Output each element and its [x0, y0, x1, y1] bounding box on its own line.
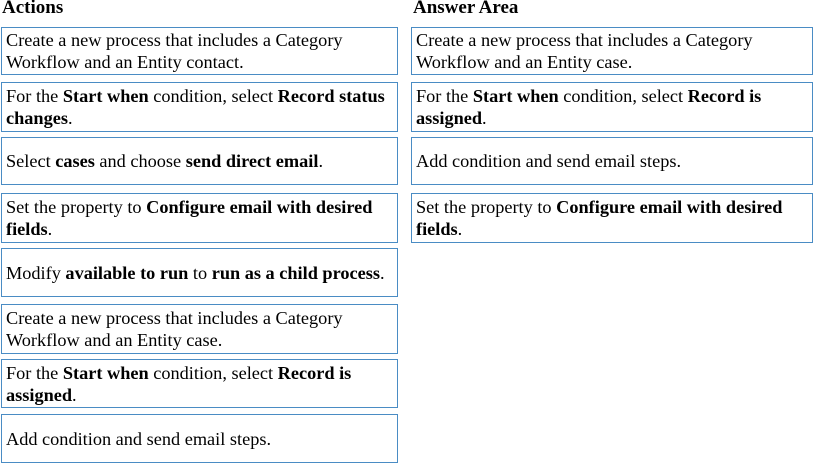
- text-run: Modify: [6, 262, 66, 283]
- text-run: Create a new process that includes a Category Workflow and an Entity case.: [416, 30, 753, 72]
- bold-run: available to run: [65, 262, 189, 283]
- action-item-1[interactable]: [1, 27, 398, 75]
- action-item-7[interactable]: [1, 359, 398, 408]
- text-run: Add condition and send email steps.: [6, 428, 272, 449]
- text-run: condition, select: [148, 362, 278, 383]
- answer-item-2[interactable]: [411, 82, 813, 132]
- text-run: .: [72, 384, 77, 405]
- actions-heading: Actions: [2, 0, 64, 18]
- bold-run: Configure email with desired fields: [6, 197, 373, 239]
- answer-item-text: [416, 150, 681, 172]
- action-item-text: [6, 307, 393, 351]
- action-item-text: [6, 428, 271, 450]
- answer-item-text: [416, 85, 808, 129]
- action-item-5[interactable]: [1, 248, 398, 297]
- text-run: Set the property to: [416, 197, 557, 217]
- bold-run: Record status changes: [6, 86, 385, 128]
- action-item-8[interactable]: [1, 414, 398, 463]
- bold-run: Start when: [472, 86, 559, 106]
- bold-run: Record is assigned: [416, 86, 762, 128]
- bold-run: Configure email with desired fields: [416, 197, 783, 239]
- answer-item-4[interactable]: [411, 193, 813, 243]
- answer-item-text: [416, 196, 808, 240]
- action-item-text: [6, 196, 393, 240]
- bold-run: Start when: [62, 362, 149, 383]
- text-run: .: [47, 219, 53, 239]
- answer-area-heading: Answer Area: [413, 0, 519, 18]
- text-run: condition, select: [558, 86, 688, 106]
- bold-run: Record is assigned: [6, 362, 352, 405]
- text-run: Create a new process that includes a Category Workflow and an Entity contact.: [6, 30, 343, 72]
- answer-item-text: [416, 29, 808, 73]
- action-item-text: [6, 150, 323, 172]
- text-run: .: [67, 108, 73, 128]
- text-run: and choose: [94, 151, 186, 171]
- text-run: For the: [6, 86, 63, 106]
- text-run: Select: [6, 151, 56, 171]
- text-run: Add condition and send email steps.: [416, 151, 682, 171]
- text-run: For the: [6, 362, 63, 383]
- text-run: condition, select: [148, 86, 278, 106]
- bold-run: send direct email: [185, 151, 319, 171]
- text-run: .: [379, 262, 385, 283]
- bold-run: Start when: [62, 86, 149, 106]
- text-run: .: [318, 151, 324, 171]
- text-run: For the: [416, 86, 473, 106]
- action-item-2[interactable]: [1, 82, 398, 132]
- text-run: Create a new process that includes a Category Workflow and an Entity case.: [6, 308, 343, 350]
- answer-item-3[interactable]: [411, 137, 813, 185]
- answer-item-1[interactable]: [411, 27, 813, 75]
- action-item-3[interactable]: [1, 137, 398, 185]
- bold-run: run as a child process: [211, 262, 380, 283]
- action-item-text: [6, 29, 393, 73]
- text-run: .: [482, 108, 487, 128]
- action-item-6[interactable]: [1, 304, 398, 354]
- action-item-text: [6, 262, 385, 284]
- action-item-4[interactable]: [1, 193, 398, 243]
- action-item-text: [6, 362, 393, 406]
- text-run: to: [188, 262, 212, 283]
- bold-run: cases: [55, 151, 95, 171]
- text-run: Set the property to: [6, 197, 147, 217]
- action-item-text: [6, 85, 393, 129]
- text-run: .: [457, 219, 463, 239]
